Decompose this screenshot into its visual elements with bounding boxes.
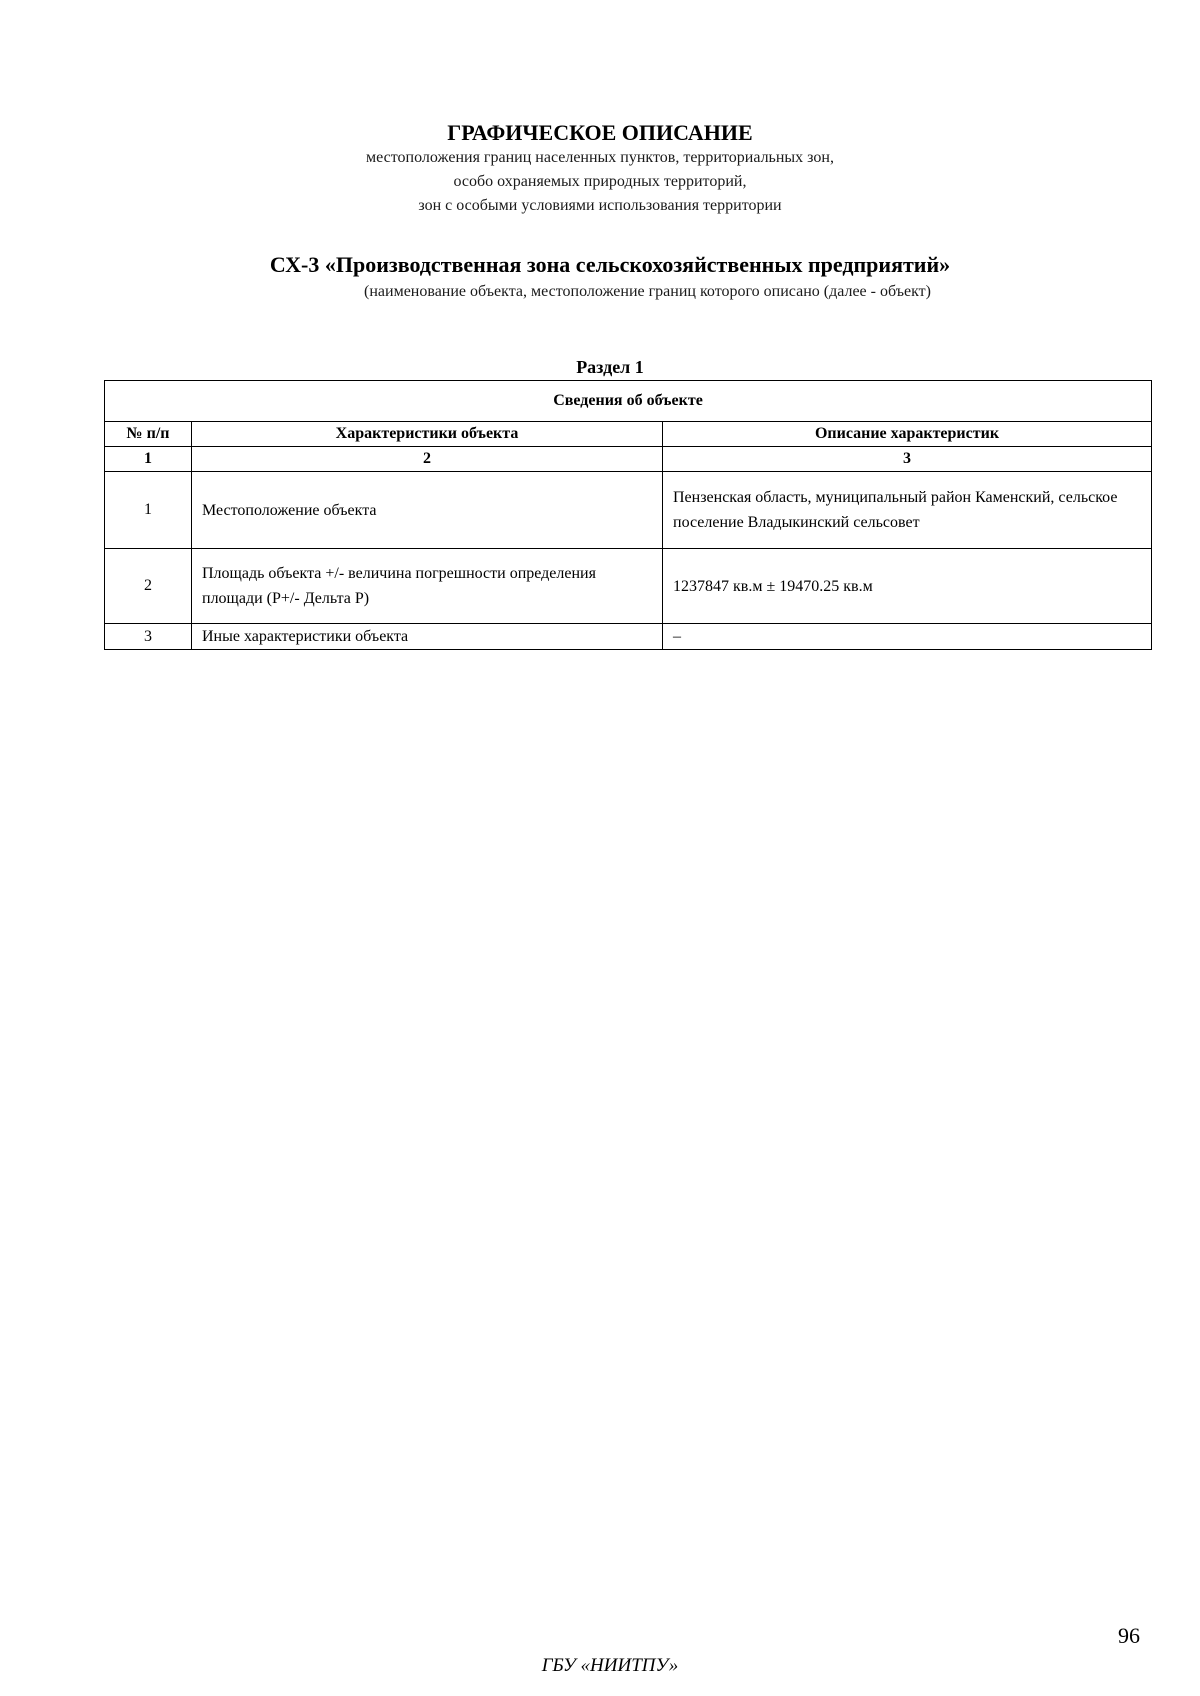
object-note: (наименование объекта, местоположение границ которого описано (далее - объект): [364, 283, 931, 300]
row-characteristic: Площадь объекта +/- величина погрешности определения площади (Р+/- Дельта Р): [192, 549, 663, 624]
row-number: 3: [105, 624, 192, 650]
header-characteristic: Характеристики объекта: [192, 422, 663, 447]
row-number: 2: [105, 549, 192, 624]
table-caption: Сведения об объекте: [105, 381, 1152, 422]
column-number-row: [105, 447, 1152, 472]
row-number: 1: [105, 472, 192, 549]
row-characteristic: Местоположение объекта: [192, 472, 663, 549]
row-description: 1237847 кв.м ± 19470.25 кв.м: [663, 549, 1152, 624]
document-title: ГРАФИЧЕСКОЕ ОПИСАНИЕ: [447, 120, 753, 145]
table-row: [105, 624, 1152, 650]
column-number: 1: [105, 447, 192, 472]
table-row: [105, 472, 1152, 549]
header-number: № п/п: [105, 422, 192, 447]
subtitle-line: особо охраняемых природных территорий,: [453, 173, 747, 190]
column-number: 3: [663, 447, 1152, 472]
footer-organization: ГБУ «НИИТПУ»: [541, 1655, 679, 1676]
header-description: Описание характеристик: [663, 422, 1152, 447]
row-description: Пензенская область, муниципальный район Каменский, сельское поселение Владыкинский сельсовет: [663, 472, 1152, 549]
table-row: [105, 549, 1152, 624]
row-description: –: [663, 624, 1152, 650]
subtitle-line: местоположения границ населенных пунктов, территориальных зон,: [366, 149, 834, 166]
table-header-row: [105, 422, 1152, 447]
column-number: 2: [192, 447, 663, 472]
page-number: 96: [1118, 1623, 1140, 1648]
object-title: СХ-3 «Производственная зона сельскохозяйственных предприятий»: [269, 252, 951, 277]
section-label: Раздел 1: [576, 357, 644, 377]
object-info-table: [104, 380, 1152, 650]
object-heading: [0, 252, 1200, 303]
table-caption-row: [105, 381, 1152, 422]
subtitle-line: зон с особыми условиями использования территории: [418, 197, 782, 214]
document-header: [0, 120, 1200, 218]
row-characteristic: Иные характеристики объекта: [192, 624, 663, 650]
